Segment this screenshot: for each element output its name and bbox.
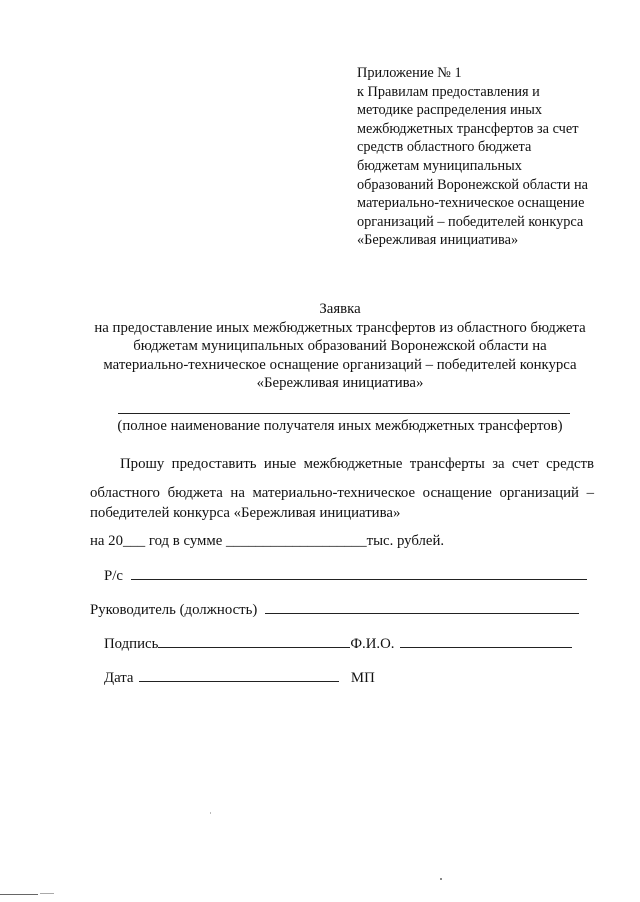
appendix-line: методике распределения иных: [357, 102, 543, 119]
request-text-1: Прошу предоставить иные межбюджетные трансферты за счет средств: [120, 456, 594, 472]
request-text-2: областного бюджета на материально-техническое оснащение организаций –: [90, 485, 594, 501]
application-title: [60, 300, 620, 393]
title-heading: Заявка: [319, 301, 361, 317]
date-row: [104, 668, 375, 687]
request-text-3: победителей конкурса «Бережливая инициатива»: [90, 505, 401, 521]
date-field[interactable]: [139, 668, 339, 682]
scan-mark: [0, 894, 38, 895]
request-line-1: [120, 456, 594, 473]
request-line-2: [90, 485, 594, 502]
scan-mark: [40, 893, 54, 894]
head-label: Руководитель (должность): [90, 602, 258, 618]
title-line: материально-техническое оснащение организаций – победителей конкурса: [103, 356, 577, 373]
year-amount-line: на 20___ год в сумме ___________________тыс. рублей.: [90, 533, 445, 549]
head-row: [90, 600, 579, 619]
signature-field[interactable]: [158, 634, 350, 648]
appendix-line: к Правилам предоставления и: [357, 83, 540, 100]
recipient-name-line[interactable]: [118, 413, 570, 414]
appendix-line: организаций – победителей конкурса: [357, 213, 584, 230]
signature-label: Подпись: [104, 636, 159, 652]
appendix-line: Приложение № 1: [357, 65, 462, 81]
fio-label: Ф.И.О.: [350, 636, 395, 652]
recipient-caption: (полное наименование получателя иных межбюджетных трансфертов): [117, 418, 563, 434]
appendix-line: образований Воронежской области на: [357, 176, 588, 193]
fio-field[interactable]: [400, 634, 572, 648]
title-line: бюджетам муниципальных образований Воронежской области на: [133, 338, 547, 354]
stamp-label: МП: [350, 670, 375, 686]
appendix-line: бюджетам муниципальных: [357, 157, 522, 174]
appendix-line: межбюджетных трансфертов за счет: [357, 120, 579, 137]
scan-dot: [210, 812, 211, 814]
date-label: Дата: [104, 670, 134, 686]
account-field[interactable]: [131, 566, 587, 580]
request-line-3: [90, 505, 594, 522]
title-line: на предоставление иных межбюджетных трансфертов из областного бюджета: [94, 319, 586, 336]
title-line: «Бережливая инициатива»: [256, 375, 424, 391]
appendix-line: «Бережливая инициатива»: [357, 232, 519, 249]
scan-dot: [440, 878, 442, 880]
appendix-line: средств областного бюджета: [357, 139, 532, 156]
account-row: [104, 566, 587, 585]
appendix-line: материально-техническое оснащение: [357, 195, 585, 212]
appendix-header: [357, 64, 617, 250]
signature-row: [104, 634, 572, 653]
head-field[interactable]: [265, 600, 579, 614]
account-label: Р/с: [104, 568, 123, 584]
